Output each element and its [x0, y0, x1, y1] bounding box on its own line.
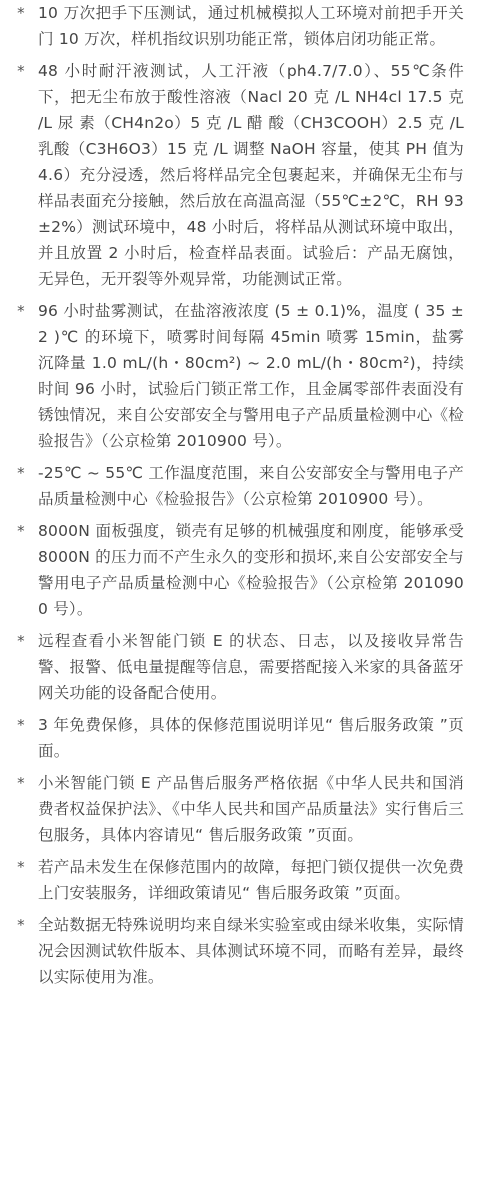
- footnote-text: 10 万次把手下压测试，通过机械模拟人工环境对前把手开关门 10 万次，样机指纹识别功能正常，锁体启闭功能正常。: [38, 4, 464, 48]
- footnote-item: [17, 58, 464, 292]
- footnote-item: [17, 712, 464, 764]
- bullet-icon: *: [17, 716, 25, 734]
- bullet-icon: *: [17, 302, 25, 320]
- footnote-text: 小米智能门锁 E 产品售后服务严格依据《中华人民共和国消费者权益保护法》、《中华人民共和国产品质量法》实行售后三包服务，具体内容请见“ 售后服务政策 ”页面。: [38, 774, 464, 844]
- footnote-text: -25℃ ~ 55℃ 工作温度范围，来自公安部安全与警用电子产品质量检测中心《检验报告》（公京检第 2010900 号）。: [38, 464, 464, 508]
- footnote-item: [17, 298, 464, 454]
- footnote-item: [17, 854, 464, 906]
- bullet-icon: *: [17, 522, 25, 540]
- footnote-item: [17, 460, 464, 512]
- footnote-item: [17, 770, 464, 848]
- bullet-icon: *: [17, 62, 25, 80]
- footnote-text: 若产品未发生在保修范围内的故障，每把门锁仅提供一次免费上门安装服务，详细政策请见“ 售后服务政策 ”页面。: [38, 858, 464, 902]
- bullet-icon: *: [17, 4, 25, 22]
- bullet-icon: *: [17, 858, 25, 876]
- footnote-text: 96 小时盐雾测试，在盐溶液浓度 (5 ± 0.1)%，温度 ( 35 ± 2 )℃ 的环境下，喷雾时间每隔 45min 喷雾 15min，盐雾沉降量 1.0 mL/(h・80cm²) ~ 2.0 mL/(h・80cm²)，持续时间 96 小时，试验后门锁正常工作，且金属零部件表面没有锈蚀情况，来自公安部安全与警用电子产品质量检测中心《检验报告》（公京检第 2010900 号）。: [38, 302, 464, 450]
- footnote-item: [17, 0, 464, 52]
- footnote-text: 48 小时耐汗液测试，人工汗液（ph4.7/7.0）、55℃条件下，把无尘布放于酸性溶液（Nacl 20 克 /L NH4cl 17.5 克 /L 尿 素（CH4n2o）5 克 /L 醋 酸（CH3COOH）2.5 克 /L 乳酸（C3H6O3）15 克 /L 调整 NaOH 容量，使其 PH 值为 4.6）充分浸透，然后将样品完全包裹起来，并确保无尘布与样品表面充分接触，然后放在高温高湿（55℃±2℃，RH 93±2%）测试环境中，48 小时后，将样品从测试环境中取出，并且放置 2 小时后，检查样品表面。试验后：产品无腐蚀，无异色，无开裂等外观异常，功能测试正常。: [38, 62, 464, 288]
- footnote-text: 8000N 面板强度，锁壳有足够的机械强度和刚度，能够承受 8000N 的压力而不产生永久的变形和损坏,来自公安部安全与警用电子产品质量检测中心《检验报告》（公京检第 2010900 号）。: [38, 522, 464, 618]
- footnote-item: [17, 912, 464, 990]
- bullet-icon: *: [17, 916, 25, 934]
- footnote-item: [17, 518, 464, 622]
- footnote-text: 3 年免费保修，具体的保修范围说明详见“ 售后服务政策 ”页面。: [38, 716, 464, 760]
- bullet-icon: *: [17, 464, 25, 482]
- footnote-text: 远程查看小米智能门锁 E 的状态、日志，以及接收异常告警、报警、低电量提醒等信息，需要搭配接入米家的具备蓝牙网关功能的设备配合使用。: [38, 632, 464, 702]
- bullet-icon: *: [17, 774, 25, 792]
- bullet-icon: *: [17, 632, 25, 650]
- footnote-item: [17, 628, 464, 706]
- footnote-text: 全站数据无特殊说明均来自绿米实验室或由绿米收集，实际情况会因测试软件版本、具体测试环境不同，而略有差异，最终以实际使用为准。: [38, 916, 464, 986]
